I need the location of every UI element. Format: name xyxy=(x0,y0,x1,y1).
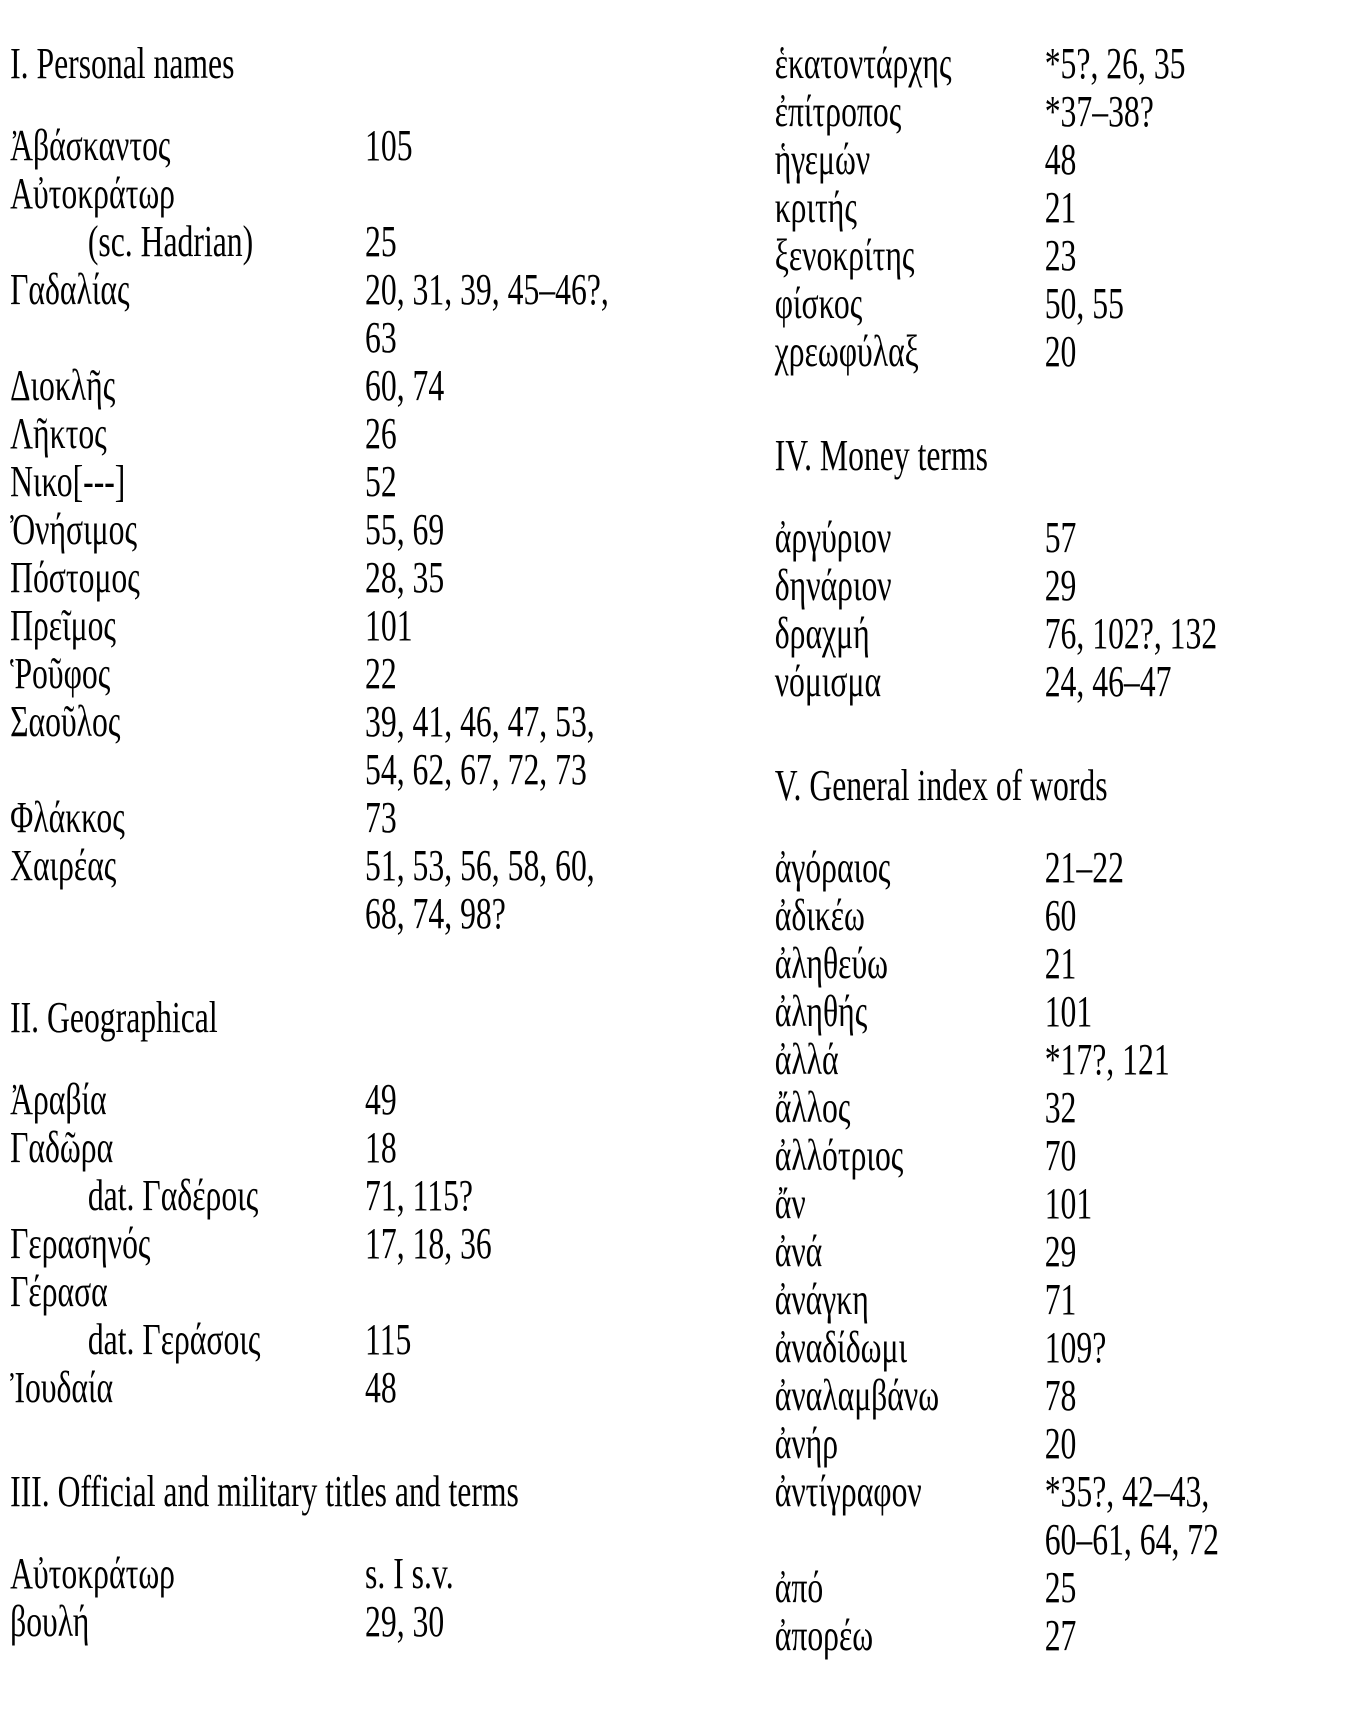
index-entry xyxy=(775,514,1364,562)
page-line: 68, 74, 98? xyxy=(365,889,506,938)
entry-term: ἀναλαμβάνω xyxy=(774,1371,940,1420)
page-line: 25 xyxy=(365,217,397,266)
entry-term: ἀνά xyxy=(774,1227,823,1276)
entry-term: ἡγεμών xyxy=(774,135,871,184)
entry-term: Σαοῦλος xyxy=(10,697,121,746)
entry-pages xyxy=(1045,1564,1364,1612)
entry-term: ἄν xyxy=(774,1179,806,1228)
page-line: 115 xyxy=(365,1315,412,1364)
entry-term: Γερασηνός xyxy=(10,1219,151,1268)
entry-pages xyxy=(1045,562,1364,610)
entry-term: Αὐτοκράτωρ xyxy=(10,1549,175,1598)
index-entry xyxy=(10,1598,682,1646)
page-line: 21 xyxy=(1044,183,1077,232)
page-line: s. I s.v. xyxy=(365,1549,454,1598)
index-entry xyxy=(775,328,1364,376)
index-entry xyxy=(775,184,1364,232)
entry-term: Γαδῶρα xyxy=(10,1123,114,1172)
entry-term: Ὀνήσιμος xyxy=(10,505,138,554)
index-entry xyxy=(10,650,682,698)
entry-term: ἀντίγραφον xyxy=(774,1467,922,1516)
entry-pages xyxy=(1045,1228,1364,1276)
index-entry xyxy=(775,892,1364,940)
index-entry xyxy=(10,218,682,266)
entry-pages xyxy=(365,1220,682,1268)
entry-term: ἑκατοντάρχης xyxy=(774,39,952,88)
entry-term: Ῥοῦφος xyxy=(10,649,111,698)
entry-pages xyxy=(1045,1372,1364,1420)
index-entry xyxy=(775,1228,1364,1276)
section-title: III. Official and military titles and terms xyxy=(10,1467,519,1516)
entry-pages xyxy=(1045,844,1364,892)
page-line: 70 xyxy=(1044,1131,1077,1180)
index-entry xyxy=(775,40,1364,88)
entry-term: dat. Γεράσοις xyxy=(87,1315,261,1364)
page-line: 24, 46–47 xyxy=(1044,657,1172,706)
page-line: 109? xyxy=(1044,1323,1107,1372)
entry-term: Ἀραβία xyxy=(10,1075,107,1124)
entry-pages xyxy=(365,506,682,554)
entry-term: Φλάκκος xyxy=(10,793,125,842)
entry-term: ἀνήρ xyxy=(774,1419,839,1468)
index-entry xyxy=(775,988,1364,1036)
entry-pages xyxy=(1045,328,1364,376)
page-line: 28, 35 xyxy=(365,553,445,602)
page-line: 49 xyxy=(365,1075,397,1124)
page-line: 23 xyxy=(1044,231,1077,280)
index-entry xyxy=(775,1372,1364,1420)
index-entry xyxy=(775,1036,1364,1084)
page-line: 57 xyxy=(1044,513,1077,562)
entry-pages xyxy=(1045,1132,1364,1180)
entry-pages xyxy=(1045,1612,1364,1660)
page-line: 29 xyxy=(1044,1227,1077,1276)
entry-term: Πρεῖμος xyxy=(10,601,116,650)
page-line: 101 xyxy=(365,601,413,650)
entry-pages xyxy=(1045,40,1364,88)
entry-term: ἀναδίδωμι xyxy=(774,1323,907,1372)
page-line: 32 xyxy=(1044,1083,1077,1132)
index-entry xyxy=(775,562,1364,610)
entry-pages xyxy=(1045,658,1364,706)
page-line: 71, 115? xyxy=(365,1171,473,1220)
page-line: 60, 74 xyxy=(365,361,445,410)
index-entry xyxy=(10,506,682,554)
entry-term: ἀγόραιος xyxy=(774,843,891,892)
entry-pages xyxy=(1045,1180,1364,1228)
entry-term: ἀπό xyxy=(774,1563,824,1612)
index-entry xyxy=(10,170,682,218)
entry-pages xyxy=(365,362,682,410)
entry-pages xyxy=(365,122,682,170)
entry-term: Νικο[---] xyxy=(10,457,126,506)
entry-pages xyxy=(365,1172,682,1220)
index-entry xyxy=(10,1076,682,1124)
index-entry xyxy=(10,554,682,602)
entry-pages xyxy=(365,410,682,458)
index-entry xyxy=(10,1316,682,1364)
page-line: *17?, 121 xyxy=(1044,1035,1170,1084)
index-entry xyxy=(10,410,682,458)
index-entry xyxy=(10,698,682,794)
index-entry xyxy=(10,122,682,170)
entry-term: δραχμή xyxy=(774,609,870,658)
page-line: 22 xyxy=(365,649,397,698)
index-entry xyxy=(775,1180,1364,1228)
entry-term: (sc. Hadrian) xyxy=(87,217,254,266)
index-entry xyxy=(775,658,1364,706)
entry-pages xyxy=(1045,184,1364,232)
entry-term: δηνάριον xyxy=(774,561,892,610)
entry-pages xyxy=(365,842,682,938)
section-title: I. Personal names xyxy=(10,39,235,88)
index-entry xyxy=(775,610,1364,658)
page-line: *35?, 42–43, xyxy=(1044,1467,1210,1516)
entry-pages xyxy=(1045,514,1364,562)
entry-pages xyxy=(1045,136,1364,184)
entry-term: φίσκος xyxy=(774,279,863,328)
index-entry xyxy=(10,794,682,842)
page-line: 50, 55 xyxy=(1044,279,1124,328)
entry-pages xyxy=(1045,610,1364,658)
page-line: 39, 41, 46, 47, 53, xyxy=(365,697,595,746)
entry-pages xyxy=(365,554,682,602)
entry-pages xyxy=(365,698,682,794)
index-entry xyxy=(775,1084,1364,1132)
page-line: 20 xyxy=(1044,1419,1077,1468)
index-entry xyxy=(10,842,682,938)
index-entry xyxy=(10,1220,682,1268)
entry-pages xyxy=(365,1364,682,1412)
left-column xyxy=(10,40,682,1646)
page-line: 26 xyxy=(365,409,397,458)
page-line: 48 xyxy=(1044,135,1077,184)
entry-term: Γέρασα xyxy=(10,1267,108,1316)
entry-pages xyxy=(1045,1036,1364,1084)
page-line: 20 xyxy=(1044,327,1077,376)
entry-term: ἀλλότριος xyxy=(774,1131,904,1180)
entry-pages xyxy=(365,266,682,362)
page-line: *37–38? xyxy=(1044,87,1154,136)
index-entry xyxy=(775,136,1364,184)
entry-pages xyxy=(1045,1084,1364,1132)
entry-term: Λῆκτος xyxy=(10,409,107,458)
entry-term: Αὐτοκράτωρ xyxy=(10,169,175,218)
entry-term: βουλή xyxy=(10,1597,90,1646)
index-entry xyxy=(775,940,1364,988)
page-line: 60 xyxy=(1044,891,1077,940)
entry-term: Διοκλῆς xyxy=(10,361,116,410)
index-entry xyxy=(10,1268,682,1316)
right-column xyxy=(775,40,1364,1660)
entry-pages xyxy=(365,218,682,266)
entry-pages xyxy=(365,1316,682,1364)
entry-pages xyxy=(1045,280,1364,328)
entry-pages xyxy=(1045,1324,1364,1372)
entry-pages xyxy=(365,794,682,842)
page-line: 73 xyxy=(365,793,397,842)
index-entry xyxy=(775,88,1364,136)
page-line: 51, 53, 56, 58, 60, xyxy=(365,841,595,890)
page-line: 55, 69 xyxy=(365,505,445,554)
page-line: 105 xyxy=(365,121,413,170)
entry-pages xyxy=(365,1598,682,1646)
index-entry xyxy=(10,602,682,650)
index-entry xyxy=(775,1324,1364,1372)
page-line: 78 xyxy=(1044,1371,1077,1420)
page-line: 101 xyxy=(1044,1179,1093,1228)
entry-pages xyxy=(365,1124,682,1172)
entry-term: ἀληθεύω xyxy=(774,939,888,988)
entry-pages xyxy=(365,458,682,506)
entry-term: χρεωφύλαξ xyxy=(774,327,919,376)
entry-pages xyxy=(1045,940,1364,988)
page-line: 71 xyxy=(1044,1275,1077,1324)
entry-term: ἐπίτροπος xyxy=(774,87,902,136)
index-entry xyxy=(775,1132,1364,1180)
index-entry xyxy=(10,1124,682,1172)
index-entry xyxy=(10,458,682,506)
index-entry xyxy=(10,1550,682,1598)
section-title: V. General index of words xyxy=(774,761,1108,810)
entry-term: κριτής xyxy=(774,183,857,232)
index-entry xyxy=(10,362,682,410)
index-entry xyxy=(10,266,682,362)
entry-term: Χαιρέας xyxy=(10,841,117,890)
index-entry xyxy=(775,1468,1364,1564)
index-entry xyxy=(775,232,1364,280)
entry-pages xyxy=(365,650,682,698)
page-line: 20, 31, 39, 45–46?, xyxy=(365,265,609,314)
page-line: *5?, 26, 35 xyxy=(1044,39,1186,88)
page-line: 17, 18, 36 xyxy=(365,1219,492,1268)
entry-term: Ἀβάσκαντος xyxy=(10,121,171,170)
index-entry xyxy=(775,844,1364,892)
page-line: 25 xyxy=(1044,1563,1077,1612)
index-entry xyxy=(775,1564,1364,1612)
entry-pages xyxy=(1045,1468,1364,1564)
page-line: 29 xyxy=(1044,561,1077,610)
page-line: 21–22 xyxy=(1044,843,1124,892)
entry-term: ἀληθής xyxy=(774,987,868,1036)
index-entry xyxy=(10,1364,682,1412)
page-line: 63 xyxy=(365,313,397,362)
entry-term: dat. Γαδέροις xyxy=(87,1171,259,1220)
entry-term: Γαδαλίας xyxy=(10,265,130,314)
entry-pages xyxy=(365,1076,682,1124)
entry-pages xyxy=(1045,988,1364,1036)
entry-term: ἄλλος xyxy=(774,1083,851,1132)
page-line: 54, 62, 67, 72, 73 xyxy=(365,745,587,794)
entry-term: ἀδικέω xyxy=(774,891,865,940)
page-line: 60–61, 64, 72 xyxy=(1044,1515,1219,1564)
entry-term: ἀνάγκη xyxy=(774,1275,869,1324)
index-entry xyxy=(775,1612,1364,1660)
section-title: II. Geographical xyxy=(10,993,218,1042)
entry-pages xyxy=(1045,1276,1364,1324)
entry-term: ἀπορέω xyxy=(774,1611,874,1660)
page-line: 101 xyxy=(1044,987,1093,1036)
entry-term: Ἰουδαία xyxy=(10,1363,114,1412)
index-entry xyxy=(775,1420,1364,1468)
index-entry xyxy=(10,1172,682,1220)
page-line: 27 xyxy=(1044,1611,1077,1660)
entry-term: ξενοκρίτης xyxy=(774,231,915,280)
entry-pages xyxy=(1045,1420,1364,1468)
entry-pages xyxy=(1045,892,1364,940)
page-line: 48 xyxy=(365,1363,397,1412)
page-line: 76, 102?, 132 xyxy=(1044,609,1218,658)
entry-pages xyxy=(365,1550,682,1598)
entry-term: νόμισμα xyxy=(774,657,882,706)
index-entry xyxy=(775,1276,1364,1324)
entry-pages xyxy=(1045,232,1364,280)
entry-term: Πόστομος xyxy=(10,553,140,602)
page-line: 52 xyxy=(365,457,397,506)
entry-pages xyxy=(1045,88,1364,136)
index-entry xyxy=(775,280,1364,328)
entry-term: ἀργύριον xyxy=(774,513,892,562)
section-title: IV. Money terms xyxy=(774,431,988,480)
entry-term: ἀλλά xyxy=(774,1035,839,1084)
page-line: 21 xyxy=(1044,939,1077,988)
page-line: 29, 30 xyxy=(365,1597,445,1646)
page-line: 18 xyxy=(365,1123,397,1172)
entry-pages xyxy=(365,602,682,650)
